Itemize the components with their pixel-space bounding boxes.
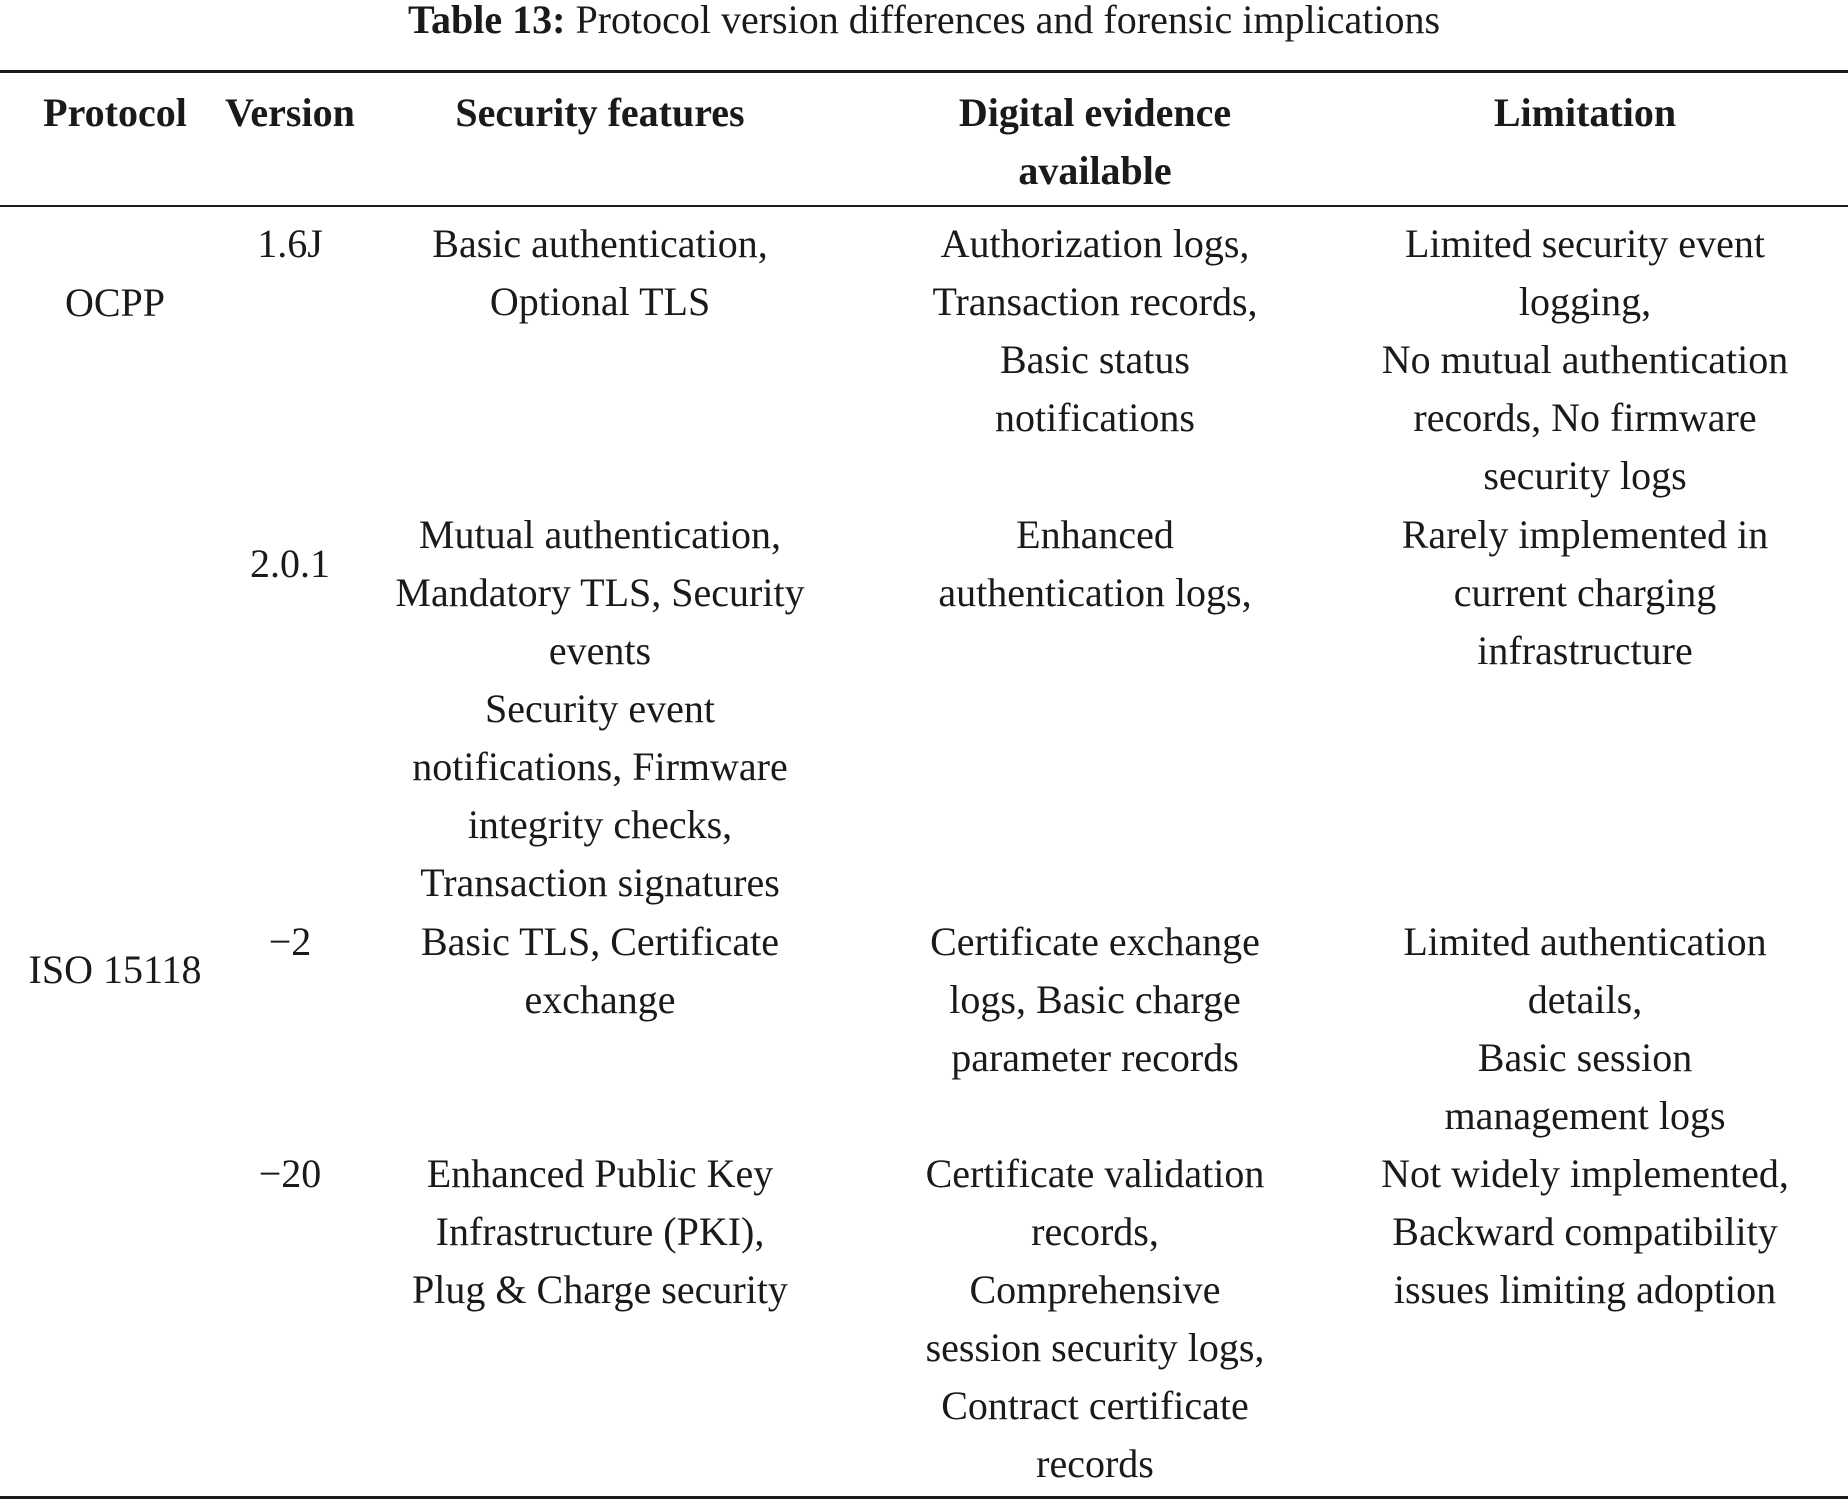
header-digital-evidence (860, 84, 1330, 200)
cell-line: logging, (1518, 279, 1652, 324)
cell-line: Rarely implemented in (1401, 512, 1769, 557)
cell-line: Contract certificate (941, 1383, 1249, 1428)
digital-evidence-cell (860, 215, 1330, 447)
cell-line: security logs (1483, 453, 1687, 498)
header-security-features: Security features (455, 90, 745, 135)
security-features-cell (360, 913, 840, 1029)
cell-line: authentication logs, (938, 570, 1252, 615)
limitation-cell (1335, 506, 1835, 680)
cell-line: Enhanced Public Key (426, 1151, 774, 1196)
header-limitation: Limitation (1493, 90, 1677, 135)
cell-line: Certificate validation (925, 1151, 1265, 1196)
cell-line: exchange (524, 977, 676, 1022)
header-rule (0, 205, 1848, 207)
cell-line: records (1036, 1441, 1154, 1486)
cell-line: Plug & Charge security (412, 1267, 788, 1312)
cell-line: details, (1527, 977, 1643, 1022)
cell-line: management logs (1444, 1093, 1726, 1138)
cell-line: Comprehensive (969, 1267, 1221, 1312)
cell-line: Limited security event (1405, 221, 1765, 266)
cell-line: Authorization logs, (940, 221, 1250, 266)
cell-line: issues limiting adoption (1393, 1267, 1777, 1312)
header-digital-evidence-line: available (1018, 148, 1172, 193)
digital-evidence-cell (860, 1145, 1330, 1493)
cell-line: Security event (485, 686, 715, 731)
protocol-iso-15118: ISO 15118 (28, 947, 202, 992)
cell-line: Optional TLS (489, 279, 711, 324)
cell-line: Transaction signatures (420, 860, 780, 905)
cell-line: No mutual authentication (1381, 337, 1789, 382)
cell-line: logs, Basic charge (949, 977, 1241, 1022)
top-rule (0, 70, 1848, 73)
header-protocol: Protocol (43, 90, 187, 135)
version-cell: 1.6J (257, 221, 323, 266)
cell-line: notifications (995, 395, 1195, 440)
header-version: Version (225, 90, 355, 135)
cell-line: Basic status (1000, 337, 1190, 382)
header-digital-evidence-line: Digital evidence (958, 90, 1232, 135)
cell-line: infrastructure (1477, 628, 1693, 673)
cell-line: records, (1031, 1209, 1159, 1254)
cell-line: Basic TLS, Certificate (420, 919, 780, 964)
cell-line: Basic session (1477, 1035, 1693, 1080)
cell-line: Transaction records, (932, 279, 1258, 324)
cell-line: Not widely implemented, (1381, 1151, 1789, 1196)
cell-line: Limited authentication (1403, 919, 1767, 964)
digital-evidence-cell (860, 913, 1330, 1087)
security-features-cell (360, 1145, 840, 1319)
table-caption (0, 0, 1848, 40)
version-cell: −20 (258, 1151, 322, 1196)
cell-line: Mutual authentication, (418, 512, 782, 557)
limitation-cell (1335, 913, 1835, 1145)
version-cell: 2.0.1 (250, 541, 330, 586)
cell-line: Basic authentication, (432, 221, 768, 266)
limitation-cell (1335, 1145, 1835, 1319)
cell-line: records, No firmware (1413, 395, 1757, 440)
digital-evidence-cell (860, 506, 1330, 622)
security-features-cell (360, 506, 840, 912)
cell-line: Mandatory TLS, Security (395, 570, 805, 615)
cell-line: current charging (1453, 570, 1717, 615)
protocol-ocpp: OCPP (64, 280, 166, 325)
cell-line: session security logs, (925, 1325, 1265, 1370)
cell-line: Enhanced (1016, 512, 1174, 557)
cell-line: integrity checks, (467, 802, 733, 847)
security-features-cell (360, 215, 840, 331)
caption-text: Protocol version differences and forensic implications (575, 0, 1441, 42)
version-cell: −2 (268, 919, 312, 964)
cell-line: Infrastructure (PKI), (435, 1209, 765, 1254)
cell-line: parameter records (951, 1035, 1239, 1080)
bottom-rule (0, 1496, 1848, 1499)
limitation-cell (1335, 215, 1835, 505)
cell-line: events (548, 628, 652, 673)
caption-label: Table 13: (407, 0, 566, 42)
cell-line: notifications, Firmware (412, 744, 788, 789)
cell-line: Certificate exchange (930, 919, 1260, 964)
cell-line: Backward compatibility (1392, 1209, 1778, 1254)
